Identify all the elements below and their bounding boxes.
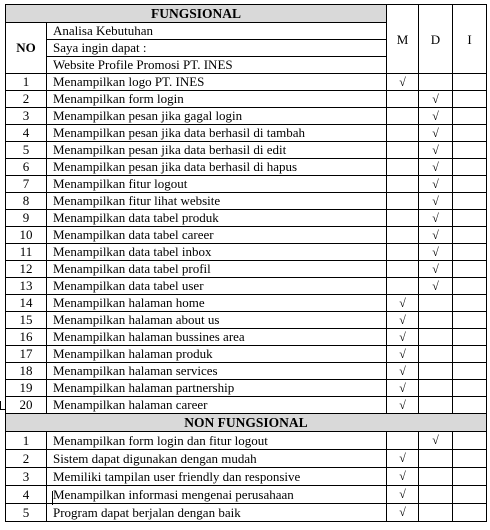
check-cell-i <box>453 159 487 176</box>
check-mark-icon: √ <box>432 160 439 174</box>
check-mark-icon: √ <box>432 433 439 447</box>
check-cell-m <box>387 295 419 312</box>
check-cell-m <box>387 244 419 261</box>
check-cell-m <box>387 363 419 380</box>
requirement-row <box>6 329 487 346</box>
check-cell-i <box>453 468 487 486</box>
check-cell-m <box>387 108 419 125</box>
row-number: 20 <box>6 397 47 414</box>
requirement-row <box>6 159 487 176</box>
check-cell-i <box>453 278 487 295</box>
check-cell-i <box>453 108 487 125</box>
check-cell-i <box>453 397 487 414</box>
check-cell-i <box>453 432 487 450</box>
requirement-text: Menampilkan pesan jika data berhasil di edit <box>47 142 387 159</box>
row-number: 17 <box>6 346 47 363</box>
requirement-text: Menampilkan fitur lihat website <box>47 193 387 210</box>
check-cell-i <box>453 244 487 261</box>
check-cell-i <box>453 312 487 329</box>
column-header-i: I <box>453 5 487 74</box>
check-cell-i <box>453 91 487 108</box>
row-number: 4 <box>6 486 47 504</box>
row-number: 6 <box>6 159 47 176</box>
requirement-row <box>6 74 487 91</box>
requirement-text: Menampilkan data tabel produk <box>47 210 387 227</box>
check-cell-i <box>453 504 487 522</box>
column-header-m: M <box>387 5 419 74</box>
row-number: 10 <box>6 227 47 244</box>
row-number: 15 <box>6 312 47 329</box>
requirement-text: Menampilkan data tabel career <box>47 227 387 244</box>
requirement-row <box>6 261 487 278</box>
check-mark-icon: √ <box>399 469 406 483</box>
check-mark-icon: √ <box>432 109 439 123</box>
text-cursor <box>52 491 53 505</box>
requirements-table-container <box>5 4 487 522</box>
row-number: 2 <box>6 450 47 468</box>
check-cell-d <box>419 91 453 108</box>
requirement-text: Menampilkan halaman services <box>47 363 387 380</box>
check-cell-m <box>387 91 419 108</box>
requirement-row <box>6 397 487 414</box>
requirement-text: Menampilkan halaman home <box>47 295 387 312</box>
check-cell-i <box>453 486 487 504</box>
analysis-line-3: Website Profile Promosi PT. INES <box>47 57 387 74</box>
check-cell-m <box>387 261 419 278</box>
check-cell-i <box>453 193 487 210</box>
requirement-row <box>6 193 487 210</box>
row-number: 12 <box>6 261 47 278</box>
check-cell-d <box>419 312 453 329</box>
check-mark-icon: √ <box>399 505 406 519</box>
check-cell-d <box>419 278 453 295</box>
check-mark-icon: √ <box>432 143 439 157</box>
check-mark-icon: √ <box>432 126 439 140</box>
check-cell-d <box>419 329 453 346</box>
row-number: 18 <box>6 363 47 380</box>
requirement-row <box>6 91 487 108</box>
check-cell-m <box>387 142 419 159</box>
check-cell-m <box>387 486 419 504</box>
row-number: 3 <box>6 468 47 486</box>
requirement-row <box>6 432 487 450</box>
requirement-text: Menampilkan logo PT. INES <box>47 74 387 91</box>
check-cell-d <box>419 504 453 522</box>
requirement-row <box>6 176 487 193</box>
requirement-text: Menampilkan data tabel inbox <box>47 244 387 261</box>
row-number: 14 <box>6 295 47 312</box>
check-cell-m <box>387 450 419 468</box>
check-mark-icon: √ <box>432 245 439 259</box>
check-cell-m <box>387 312 419 329</box>
requirement-text: Menampilkan halaman partnership <box>47 380 387 397</box>
check-cell-d <box>419 159 453 176</box>
check-cell-m <box>387 159 419 176</box>
check-cell-i <box>453 227 487 244</box>
section-title-functional: FUNGSIONAL <box>6 5 387 23</box>
check-mark-icon: √ <box>399 451 406 465</box>
check-cell-d <box>419 450 453 468</box>
check-cell-d <box>419 227 453 244</box>
requirement-text: Sistem dapat digunakan dengan mudah <box>47 450 387 468</box>
requirement-text: Menampilkan fitur logout <box>47 176 387 193</box>
row-number: 19 <box>6 380 47 397</box>
requirement-row <box>6 244 487 261</box>
check-cell-i <box>453 74 487 91</box>
analysis-line-2: Saya ingin dapat : <box>47 40 387 57</box>
check-cell-d <box>419 74 453 91</box>
check-mark-icon: √ <box>399 75 406 89</box>
check-mark-icon: √ <box>432 194 439 208</box>
check-cell-i <box>453 450 487 468</box>
check-cell-m <box>387 278 419 295</box>
requirement-text: Menampilkan halaman bussines area <box>47 329 387 346</box>
check-cell-d <box>419 397 453 414</box>
check-cell-m <box>387 74 419 91</box>
check-mark-icon: √ <box>399 487 406 501</box>
requirement-text: Menampilkan halaman career <box>47 397 387 414</box>
row-number: 5 <box>6 142 47 159</box>
check-cell-d <box>419 468 453 486</box>
check-cell-d <box>419 108 453 125</box>
requirement-row <box>6 486 487 504</box>
check-mark-icon: √ <box>399 313 406 327</box>
requirement-row <box>6 346 487 363</box>
check-cell-d <box>419 176 453 193</box>
check-cell-d <box>419 295 453 312</box>
check-mark-icon: √ <box>399 296 406 310</box>
requirements-table <box>5 4 487 522</box>
requirement-row <box>6 295 487 312</box>
check-cell-d <box>419 142 453 159</box>
check-cell-i <box>453 363 487 380</box>
row-number: 13 <box>6 278 47 295</box>
requirement-text: Memiliki tampilan user friendly dan responsive <box>47 468 387 486</box>
check-cell-i <box>453 176 487 193</box>
requirement-text: Menampilkan informasi mengenai perusahaan <box>47 486 387 504</box>
check-cell-i <box>453 261 487 278</box>
check-cell-d <box>419 380 453 397</box>
requirement-row <box>6 363 487 380</box>
check-mark-icon: √ <box>399 347 406 361</box>
requirement-row <box>6 450 487 468</box>
analysis-line-1: Analisa Kebutuhan <box>47 23 387 40</box>
requirement-text: Menampilkan pesan jika gagal login <box>47 108 387 125</box>
requirement-row <box>6 468 487 486</box>
check-cell-m <box>387 329 419 346</box>
row-number: 7 <box>6 176 47 193</box>
check-cell-m <box>387 210 419 227</box>
row-number: 5 <box>6 504 47 522</box>
requirement-row <box>6 504 487 522</box>
check-cell-d <box>419 261 453 278</box>
row-number: 8 <box>6 193 47 210</box>
check-cell-m <box>387 504 419 522</box>
requirement-text: Menampilkan pesan jika data berhasil di hapus <box>47 159 387 176</box>
check-cell-m <box>387 193 419 210</box>
requirement-text: Menampilkan data tabel profil <box>47 261 387 278</box>
check-cell-d <box>419 363 453 380</box>
requirement-row <box>6 210 487 227</box>
check-mark-icon: √ <box>432 228 439 242</box>
check-cell-m <box>387 397 419 414</box>
check-mark-icon: √ <box>399 364 406 378</box>
check-cell-d <box>419 193 453 210</box>
check-mark-icon: √ <box>399 330 406 344</box>
check-cell-i <box>453 295 487 312</box>
requirement-text: Menampilkan pesan jika data berhasil di tambah <box>47 125 387 142</box>
row-number: 16 <box>6 329 47 346</box>
check-mark-icon: √ <box>399 398 406 412</box>
check-cell-m <box>387 125 419 142</box>
requirement-row <box>6 142 487 159</box>
requirement-text: Menampilkan form login dan fitur logout <box>47 432 387 450</box>
requirement-row <box>6 312 487 329</box>
requirement-row <box>6 227 487 244</box>
row-number: 11 <box>6 244 47 261</box>
check-cell-m <box>387 468 419 486</box>
check-cell-i <box>453 346 487 363</box>
requirement-text: Program dapat berjalan dengan baik <box>47 504 387 522</box>
row-number: 2 <box>6 91 47 108</box>
check-cell-m <box>387 176 419 193</box>
check-mark-icon: √ <box>432 279 439 293</box>
row-number: 3 <box>6 108 47 125</box>
column-header-d: D <box>419 5 453 74</box>
requirement-text: Menampilkan data tabel user <box>47 278 387 295</box>
requirement-text: Menampilkan halaman about us <box>47 312 387 329</box>
check-cell-i <box>453 125 487 142</box>
check-cell-d <box>419 125 453 142</box>
requirement-text: Menampilkan halaman produk <box>47 346 387 363</box>
requirement-row <box>6 108 487 125</box>
check-cell-m <box>387 380 419 397</box>
row-number: 1 <box>6 74 47 91</box>
check-cell-i <box>453 142 487 159</box>
section-title-nonfunctional: NON FUNGSIONAL <box>6 414 487 432</box>
check-mark-icon: √ <box>432 177 439 191</box>
requirement-row <box>6 278 487 295</box>
check-mark-icon: √ <box>399 381 406 395</box>
check-cell-d <box>419 432 453 450</box>
requirement-text: Menampilkan form login <box>47 91 387 108</box>
check-cell-i <box>453 380 487 397</box>
check-mark-icon: √ <box>432 211 439 225</box>
check-cell-d <box>419 346 453 363</box>
check-cell-d <box>419 486 453 504</box>
check-cell-m <box>387 346 419 363</box>
check-cell-d <box>419 210 453 227</box>
check-cell-i <box>453 329 487 346</box>
requirement-row <box>6 125 487 142</box>
row-number: 4 <box>6 125 47 142</box>
row-number: 9 <box>6 210 47 227</box>
requirement-row <box>6 380 487 397</box>
check-cell-m <box>387 432 419 450</box>
check-cell-m <box>387 227 419 244</box>
check-cell-i <box>453 210 487 227</box>
check-mark-icon: √ <box>432 262 439 276</box>
check-mark-icon: √ <box>432 92 439 106</box>
check-cell-d <box>419 244 453 261</box>
row-number: 1 <box>6 432 47 450</box>
column-header-no: NO <box>6 23 47 74</box>
